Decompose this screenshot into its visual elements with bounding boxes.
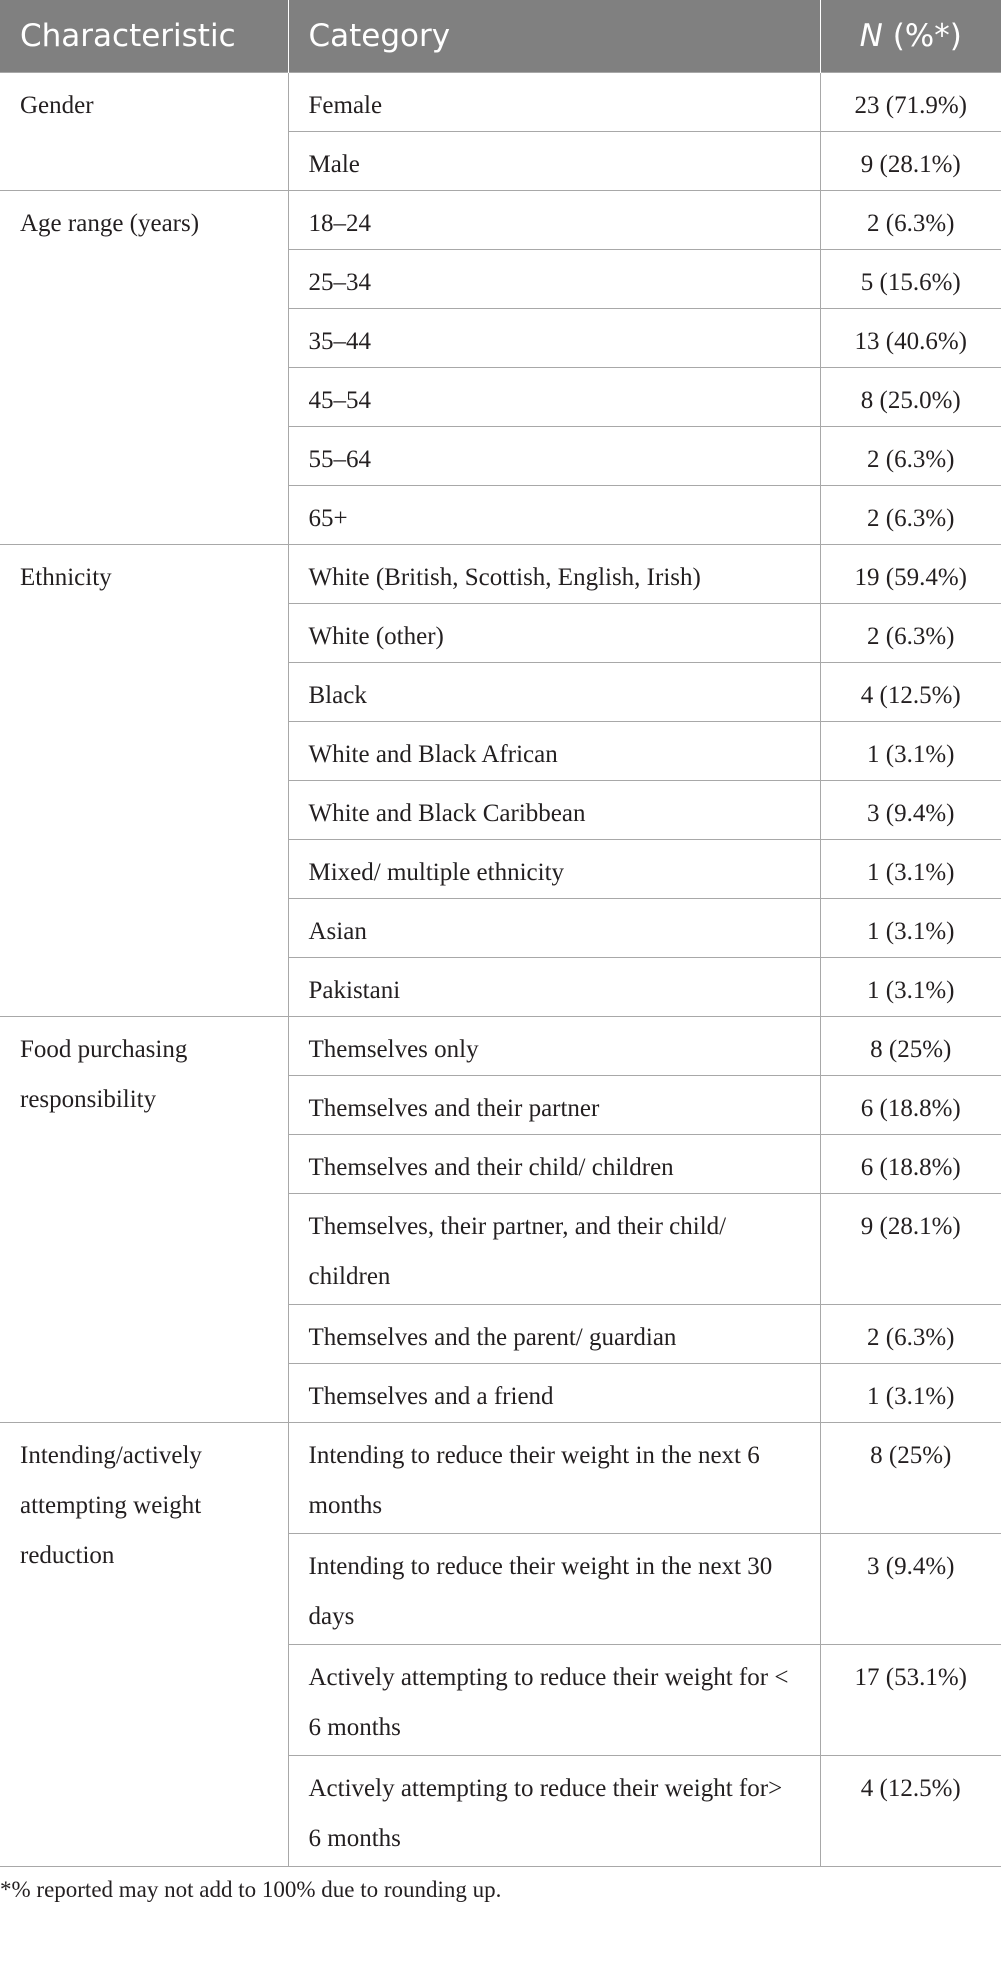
table-body bbox=[0, 73, 1001, 1867]
category-cell: Female bbox=[288, 73, 820, 132]
category-cell: Actively attempting to reduce their weight for> 6 months bbox=[288, 1756, 820, 1867]
header-percent: (%*) bbox=[882, 18, 962, 54]
value-cell: 8 (25.0%) bbox=[820, 368, 1001, 427]
value-cell: 4 (12.5%) bbox=[820, 663, 1001, 722]
category-cell: 25–34 bbox=[288, 250, 820, 309]
table-footnote: *% reported may not add to 100% due to rounding up. bbox=[0, 1877, 502, 1902]
category-cell: 18–24 bbox=[288, 191, 820, 250]
category-cell: 65+ bbox=[288, 486, 820, 545]
category-cell: White and Black African bbox=[288, 722, 820, 781]
value-cell: 2 (6.3%) bbox=[820, 604, 1001, 663]
value-cell: 2 (6.3%) bbox=[820, 191, 1001, 250]
category-cell: Intending to reduce their weight in the next 30 days bbox=[288, 1534, 820, 1645]
category-cell: Asian bbox=[288, 899, 820, 958]
value-cell: 13 (40.6%) bbox=[820, 309, 1001, 368]
category-cell: Black bbox=[288, 663, 820, 722]
characteristic-cell: Gender bbox=[0, 73, 288, 191]
table-row bbox=[0, 1423, 1001, 1534]
table-row bbox=[0, 191, 1001, 250]
header-characteristic: Characteristic bbox=[0, 0, 288, 73]
characteristic-cell: Food purchasing responsibility bbox=[0, 1017, 288, 1423]
value-cell: 9 (28.1%) bbox=[820, 1194, 1001, 1305]
category-cell: White (British, Scottish, English, Irish) bbox=[288, 545, 820, 604]
value-cell: 1 (3.1%) bbox=[820, 1364, 1001, 1423]
category-cell: Themselves and the parent/ guardian bbox=[288, 1305, 820, 1364]
value-cell: 6 (18.8%) bbox=[820, 1135, 1001, 1194]
category-cell: Mixed/ multiple ethnicity bbox=[288, 840, 820, 899]
category-cell: 55–64 bbox=[288, 427, 820, 486]
value-cell: 1 (3.1%) bbox=[820, 840, 1001, 899]
value-cell: 23 (71.9%) bbox=[820, 73, 1001, 132]
value-cell: 9 (28.1%) bbox=[820, 132, 1001, 191]
category-cell: Themselves and their child/ children bbox=[288, 1135, 820, 1194]
header-n: N bbox=[859, 18, 883, 54]
header-n-percent bbox=[820, 0, 1001, 73]
category-cell: Male bbox=[288, 132, 820, 191]
value-cell: 3 (9.4%) bbox=[820, 1534, 1001, 1645]
value-cell: 1 (3.1%) bbox=[820, 899, 1001, 958]
characteristic-cell: Age range (years) bbox=[0, 191, 288, 545]
table-header bbox=[0, 0, 1001, 73]
category-cell: Themselves and a friend bbox=[288, 1364, 820, 1423]
category-cell: White and Black Caribbean bbox=[288, 781, 820, 840]
table-row bbox=[0, 73, 1001, 132]
category-cell: 45–54 bbox=[288, 368, 820, 427]
table-row bbox=[0, 1017, 1001, 1076]
header-category: Category bbox=[288, 0, 820, 73]
value-cell: 1 (3.1%) bbox=[820, 722, 1001, 781]
category-cell: Themselves and their partner bbox=[288, 1076, 820, 1135]
value-cell: 8 (25%) bbox=[820, 1017, 1001, 1076]
value-cell: 2 (6.3%) bbox=[820, 427, 1001, 486]
value-cell: 17 (53.1%) bbox=[820, 1645, 1001, 1756]
value-cell: 3 (9.4%) bbox=[820, 781, 1001, 840]
category-cell: Themselves only bbox=[288, 1017, 820, 1076]
characteristic-cell: Ethnicity bbox=[0, 545, 288, 1017]
category-cell: White (other) bbox=[288, 604, 820, 663]
category-cell: Themselves, their partner, and their child/ children bbox=[288, 1194, 820, 1305]
category-cell: Actively attempting to reduce their weight for < 6 months bbox=[288, 1645, 820, 1756]
category-cell: Pakistani bbox=[288, 958, 820, 1017]
header-row bbox=[0, 0, 1001, 73]
value-cell: 1 (3.1%) bbox=[820, 958, 1001, 1017]
value-cell: 4 (12.5%) bbox=[820, 1756, 1001, 1867]
value-cell: 2 (6.3%) bbox=[820, 1305, 1001, 1364]
characteristic-cell: Intending/actively attempting weight reduction bbox=[0, 1423, 288, 1867]
value-cell: 2 (6.3%) bbox=[820, 486, 1001, 545]
category-cell: 35–44 bbox=[288, 309, 820, 368]
table-row bbox=[0, 545, 1001, 604]
value-cell: 8 (25%) bbox=[820, 1423, 1001, 1534]
value-cell: 19 (59.4%) bbox=[820, 545, 1001, 604]
value-cell: 5 (15.6%) bbox=[820, 250, 1001, 309]
category-cell: Intending to reduce their weight in the next 6 months bbox=[288, 1423, 820, 1534]
value-cell: 6 (18.8%) bbox=[820, 1076, 1001, 1135]
